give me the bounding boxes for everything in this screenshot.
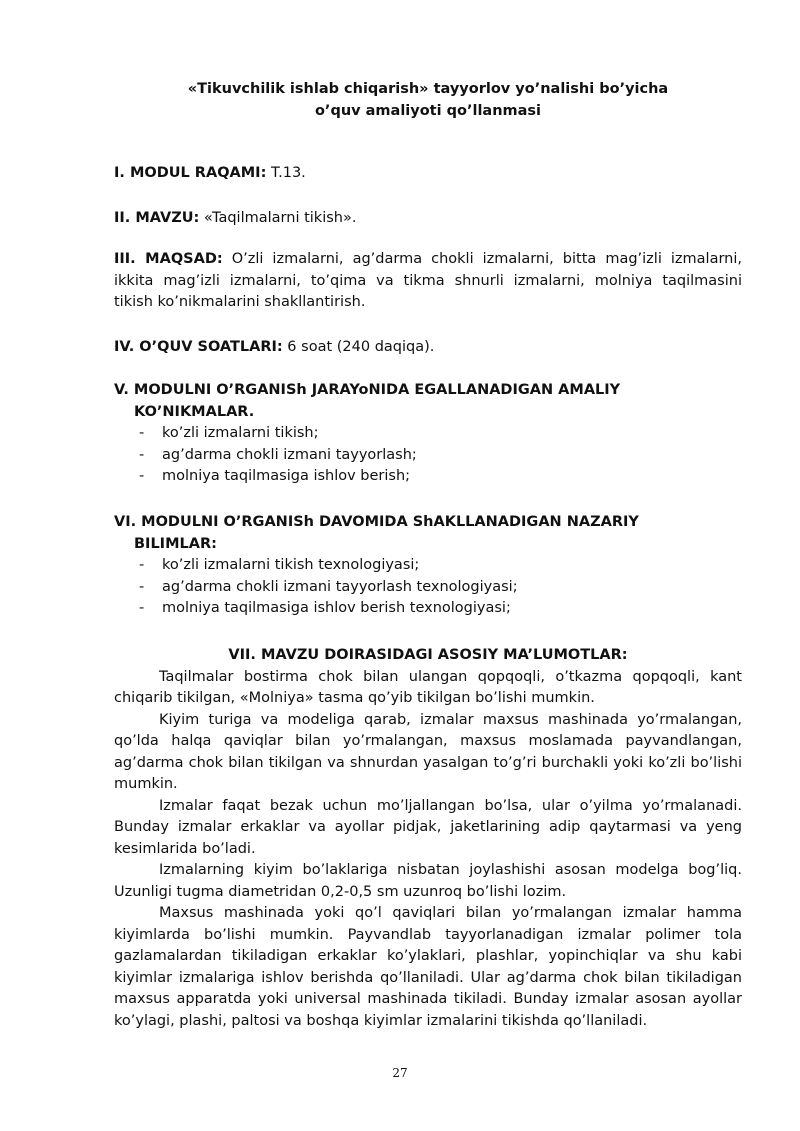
- body-paragraph: Izmalarning kiyim bo’laklariga nisbatan joylashishi asosan modelga bog’liq. Uzunligi tugma diametridan 0,2-0,5 sm uzunroq bo’lishi lozim.: [114, 862, 742, 900]
- dash-bullet: -: [139, 578, 145, 595]
- nazariy-heading-line-1: VI. MODULNI O’RGANISh DAVOMIDA ShAKLLANADIGAN NAZARIY: [114, 514, 639, 530]
- amaliy-list: [114, 423, 742, 488]
- list-item-text: molniya taqilmasiga ishlov berish;: [162, 468, 411, 484]
- maqsad-text-1: O’zli izmalarni, ag’darma chokli izmalarni, bitta mag’izli izmalarni,: [222, 251, 742, 267]
- maqsad-line-2: ikkita mag’izli izmalarni, to’qima va tikma shnurli izmalarni, molniya taqilmasini: [114, 272, 742, 289]
- body-paragraph: Izmalar faqat bezak uchun mo’ljallangan bo’lsa, ular o’yilma yo’rmalanadi. Bunday izmalar erkaklar va ayollar pidjak, jaketlarining adip qaytarmasi va yeng kesimlarida bo’ladi.: [114, 797, 742, 857]
- dash-bullet: -: [139, 557, 145, 573]
- nazariy-list: [114, 555, 742, 620]
- list-item-text: ag’darma chokli izmani tayyorlash;: [162, 446, 417, 463]
- nazariy-heading-line-2: BILIMLAR:: [134, 535, 217, 552]
- dash-bullet: -: [139, 425, 145, 441]
- body-paragraph: Kiyim turiga va modeliga qarab, izmalar maxsus mashinada yo’rmalangan, qo’lda halqa qaviqlar bilan yo’rmalangan, maxsus moslamada payvandlangan, ag’darma chok bilan tikilgan va shnurdan yasalgan to’g’ri burchakli yoki ko’zli bo’lishi mumkin.: [114, 711, 742, 792]
- modul-value: T.13.: [266, 165, 306, 181]
- body-paragraph: Taqilmalar bostirma chok bilan ulangan qopqoqli, o’tkazma qopqoqli, kant chiqarib tikilgan, «Molniya» tasma qo’yib tikilgan bo’lishi mumkin.: [114, 668, 742, 706]
- body-paragraph: Maxsus mashinada yoki qo’l qaviqlari bilan yo’rmalangan izmalar hamma kiyimlarda bo’lishi mumkin. Payvandlab tayyorlanadigan izmalar polimer tola gazlamalardan tikiladigan erkaklar ko’ylaklari, plashlar, yopinchiqlar va shu kabi kiyimlar izmalariga ishlov berishda qo’llaniladi. Ular ag’darma chok bilan tikiladigan maxsus apparatda yoki universal mashinada tikiladi. Bunday izmalar asosan ayollar ko’ylagi, plashi, paltosi va boshqa kiyimlar izmalarini tikishda qo’llaniladi.: [114, 905, 742, 1029]
- modul-label: I. MODUL RAQAMI:: [114, 165, 267, 181]
- mavzu-label: II. MAVZU:: [114, 210, 200, 226]
- title-line-1: «Tikuvchilik ishlab chiqarish» tayyorlov yo’nalishi bo’yicha: [187, 81, 669, 97]
- maqsad-label: III. MAQSAD:: [114, 251, 223, 267]
- list-item: [114, 466, 742, 488]
- nazariy-section: [114, 512, 742, 620]
- title-line-2: o’quv amaliyoti qo’llanmasi: [314, 103, 542, 119]
- list-item: [114, 423, 742, 445]
- mavzu-value: «Taqilmalarni tikish».: [199, 210, 357, 226]
- amaliy-heading-line-1: V. MODULNI O’RGANISh JARAYoNIDA EGALLANADIGAN AMALIY: [114, 382, 621, 398]
- list-item: [114, 577, 742, 599]
- soatlar-label: IV. O’QUV SOATLARI:: [114, 339, 283, 355]
- maqsad-section: [114, 249, 742, 314]
- list-item: [114, 598, 742, 620]
- amaliy-heading-line-2: KO’NIKMALAR.: [134, 403, 255, 420]
- soatlar-value: 6 soat (240 daqiqa).: [282, 339, 435, 355]
- list-item: [114, 555, 742, 577]
- document-title: [114, 78, 742, 122]
- dash-bullet: -: [139, 600, 145, 616]
- asosiy-section: [114, 645, 742, 1032]
- list-item-text: ko’zli izmalarni tikish;: [162, 425, 319, 441]
- dash-bullet: -: [139, 446, 145, 463]
- list-item-text: ag’darma chokli izmani tayyorlash texnologiyasi;: [162, 578, 518, 595]
- modul-section: [114, 163, 742, 185]
- asosiy-heading: VII. MAVZU DOIRASIDAGI ASOSIY MA’LUMOTLAR:: [228, 647, 628, 663]
- soatlar-section: [114, 337, 742, 359]
- mavzu-section: [114, 208, 742, 230]
- list-item: [114, 445, 742, 467]
- amaliy-section: [114, 380, 742, 488]
- list-item-text: ko’zli izmalarni tikish texnologiyasi;: [162, 557, 420, 573]
- maqsad-line-1: [114, 249, 742, 271]
- page-number: 27: [392, 1066, 408, 1080]
- list-item-text: molniya taqilmasiga ishlov berish texnologiyasi;: [162, 600, 511, 616]
- maqsad-line-3: tikish ko’nikmalarini shakllantirish.: [114, 294, 366, 310]
- dash-bullet: -: [139, 468, 145, 484]
